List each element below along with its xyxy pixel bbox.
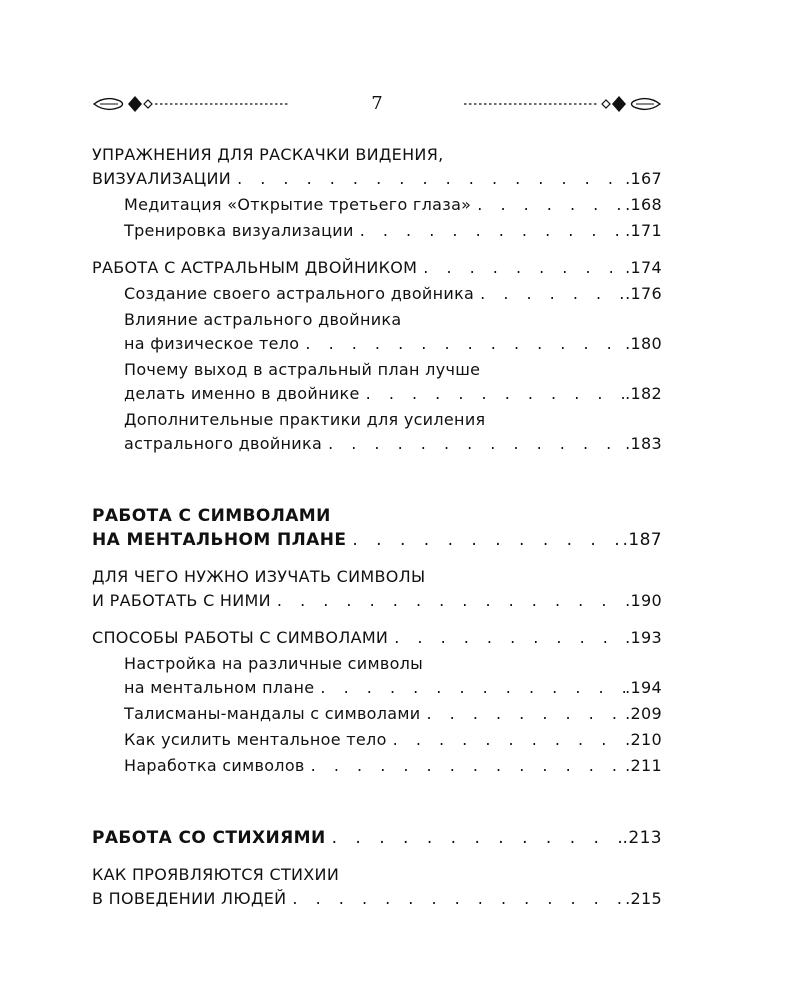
toc-entry[interactable] <box>92 626 662 650</box>
toc-entry[interactable] <box>92 143 662 191</box>
toc-entry-line: ВИЗУАЛИЗАЦИИ <box>92 169 232 188</box>
toc-page-number: .167 <box>625 169 662 188</box>
toc-entry[interactable] <box>92 408 662 456</box>
toc-page-number: .215 <box>625 889 662 908</box>
toc-entry-line: Настройка на различные символы <box>124 654 424 673</box>
toc-entry-line: Как усилить ментальное тело <box>124 730 387 749</box>
toc-entry[interactable] <box>92 219 662 243</box>
toc-leader-dots <box>286 887 625 911</box>
toc-leader-dots <box>354 219 625 243</box>
toc-leader-dots <box>471 193 625 217</box>
toc-page-number: .171 <box>625 221 662 240</box>
toc-leader-dots <box>388 626 625 650</box>
toc-leader-dots <box>271 589 625 613</box>
toc-entry-line: РАБОТА С АСТРАЛЬНЫМ ДВОЙНИКОМ <box>92 258 418 277</box>
toc-entry[interactable] <box>92 282 662 306</box>
toc-leader-dots <box>360 382 626 406</box>
toc-page-number: .193 <box>625 628 662 647</box>
toc-entry-line: УПРАЖНЕНИЯ ДЛЯ РАСКАЧКИ ВИДЕНИЯ, <box>92 145 444 164</box>
toc-entry-line: Наработка символов <box>124 756 305 775</box>
toc-entry[interactable] <box>92 702 662 726</box>
toc-section-entry[interactable] <box>92 504 662 552</box>
toc-page-number: .182 <box>625 384 662 403</box>
toc-entry-line: Талисманы-мандалы с символами <box>124 704 421 723</box>
toc-leader-dots <box>474 282 625 306</box>
toc-page-number: .194 <box>625 678 662 697</box>
toc-entry[interactable] <box>92 652 662 700</box>
toc-page-number: .168 <box>625 195 662 214</box>
toc-entry-line: КАК ПРОЯВЛЯЮТСЯ СТИХИИ <box>92 865 340 884</box>
ornament-right-icon <box>462 92 662 116</box>
toc-entry-line: В ПОВЕДЕНИИ ЛЮДЕЙ <box>92 889 287 908</box>
toc-entry-line: Почему выход в астральный план лучше <box>124 360 481 379</box>
toc-entry-line: ДЛЯ ЧЕГО НУЖНО ИЗУЧАТЬ СИМВОЛЫ <box>92 567 426 586</box>
toc-leader-dots <box>346 528 622 552</box>
toc-entry[interactable] <box>92 754 662 778</box>
toc-leader-dots <box>299 332 625 356</box>
toc-leader-dots <box>417 256 625 280</box>
toc-entry-line: Создание своего астрального двойника <box>124 284 475 303</box>
page-header <box>92 92 662 116</box>
toc-entry-line: СПОСОБЫ РАБОТЫ С СИМВОЛАМИ <box>92 628 389 647</box>
toc-page-number: .180 <box>625 334 662 353</box>
toc-entry-line: РАБОТА СО СТИХИЯМИ <box>92 828 326 848</box>
toc-page-number: .213 <box>622 828 662 848</box>
toc-leader-dots <box>420 702 625 726</box>
toc-page-number: .209 <box>625 704 662 723</box>
toc-page-number: .210 <box>625 730 662 749</box>
toc-page-number: .190 <box>625 591 662 610</box>
toc-section-entry[interactable] <box>92 826 662 850</box>
toc-entry-line: на ментальном плане <box>124 678 315 697</box>
toc-page-number: .187 <box>622 530 662 550</box>
toc-entry-line: Влияние астрального двойника <box>124 310 402 329</box>
toc-entry[interactable] <box>92 308 662 356</box>
toc-leader-dots <box>314 676 625 700</box>
toc-entry-line: Дополнительные практики для усиления <box>124 410 486 429</box>
toc-entry-line: РАБОТА С СИМВОЛАМИ <box>92 506 331 526</box>
toc-leader-dots <box>326 826 623 850</box>
toc-page-number: .183 <box>625 434 662 453</box>
toc-page-number: .174 <box>625 258 662 277</box>
toc-entry[interactable] <box>92 193 662 217</box>
toc-leader-dots <box>231 167 625 191</box>
toc-page-number: .176 <box>625 284 662 303</box>
toc-leader-dots <box>305 754 626 778</box>
toc-entry[interactable] <box>92 728 662 752</box>
toc-entry-line: Медитация «Открытие третьего глаза» <box>124 195 472 214</box>
toc-leader-dots <box>387 728 626 752</box>
page-number: 7 <box>371 93 383 114</box>
toc-entry-line: астрального двойника <box>124 434 323 453</box>
table-of-contents <box>92 143 662 911</box>
toc-entry[interactable] <box>92 256 662 280</box>
toc-leader-dots <box>322 432 625 456</box>
toc-entry-line: делать именно в двойнике <box>124 384 360 403</box>
toc-entry[interactable] <box>92 565 662 613</box>
toc-entry[interactable] <box>92 863 662 911</box>
toc-entry-line: Тренировка визуализации <box>124 221 354 240</box>
toc-entry[interactable] <box>92 358 662 406</box>
toc-page-number: .211 <box>625 756 662 775</box>
toc-entry-line: И РАБОТАТЬ С НИМИ <box>92 591 271 610</box>
toc-entry-line: НА МЕНТАЛЬНОМ ПЛАНЕ <box>92 530 347 550</box>
toc-entry-line: на физическое тело <box>124 334 300 353</box>
